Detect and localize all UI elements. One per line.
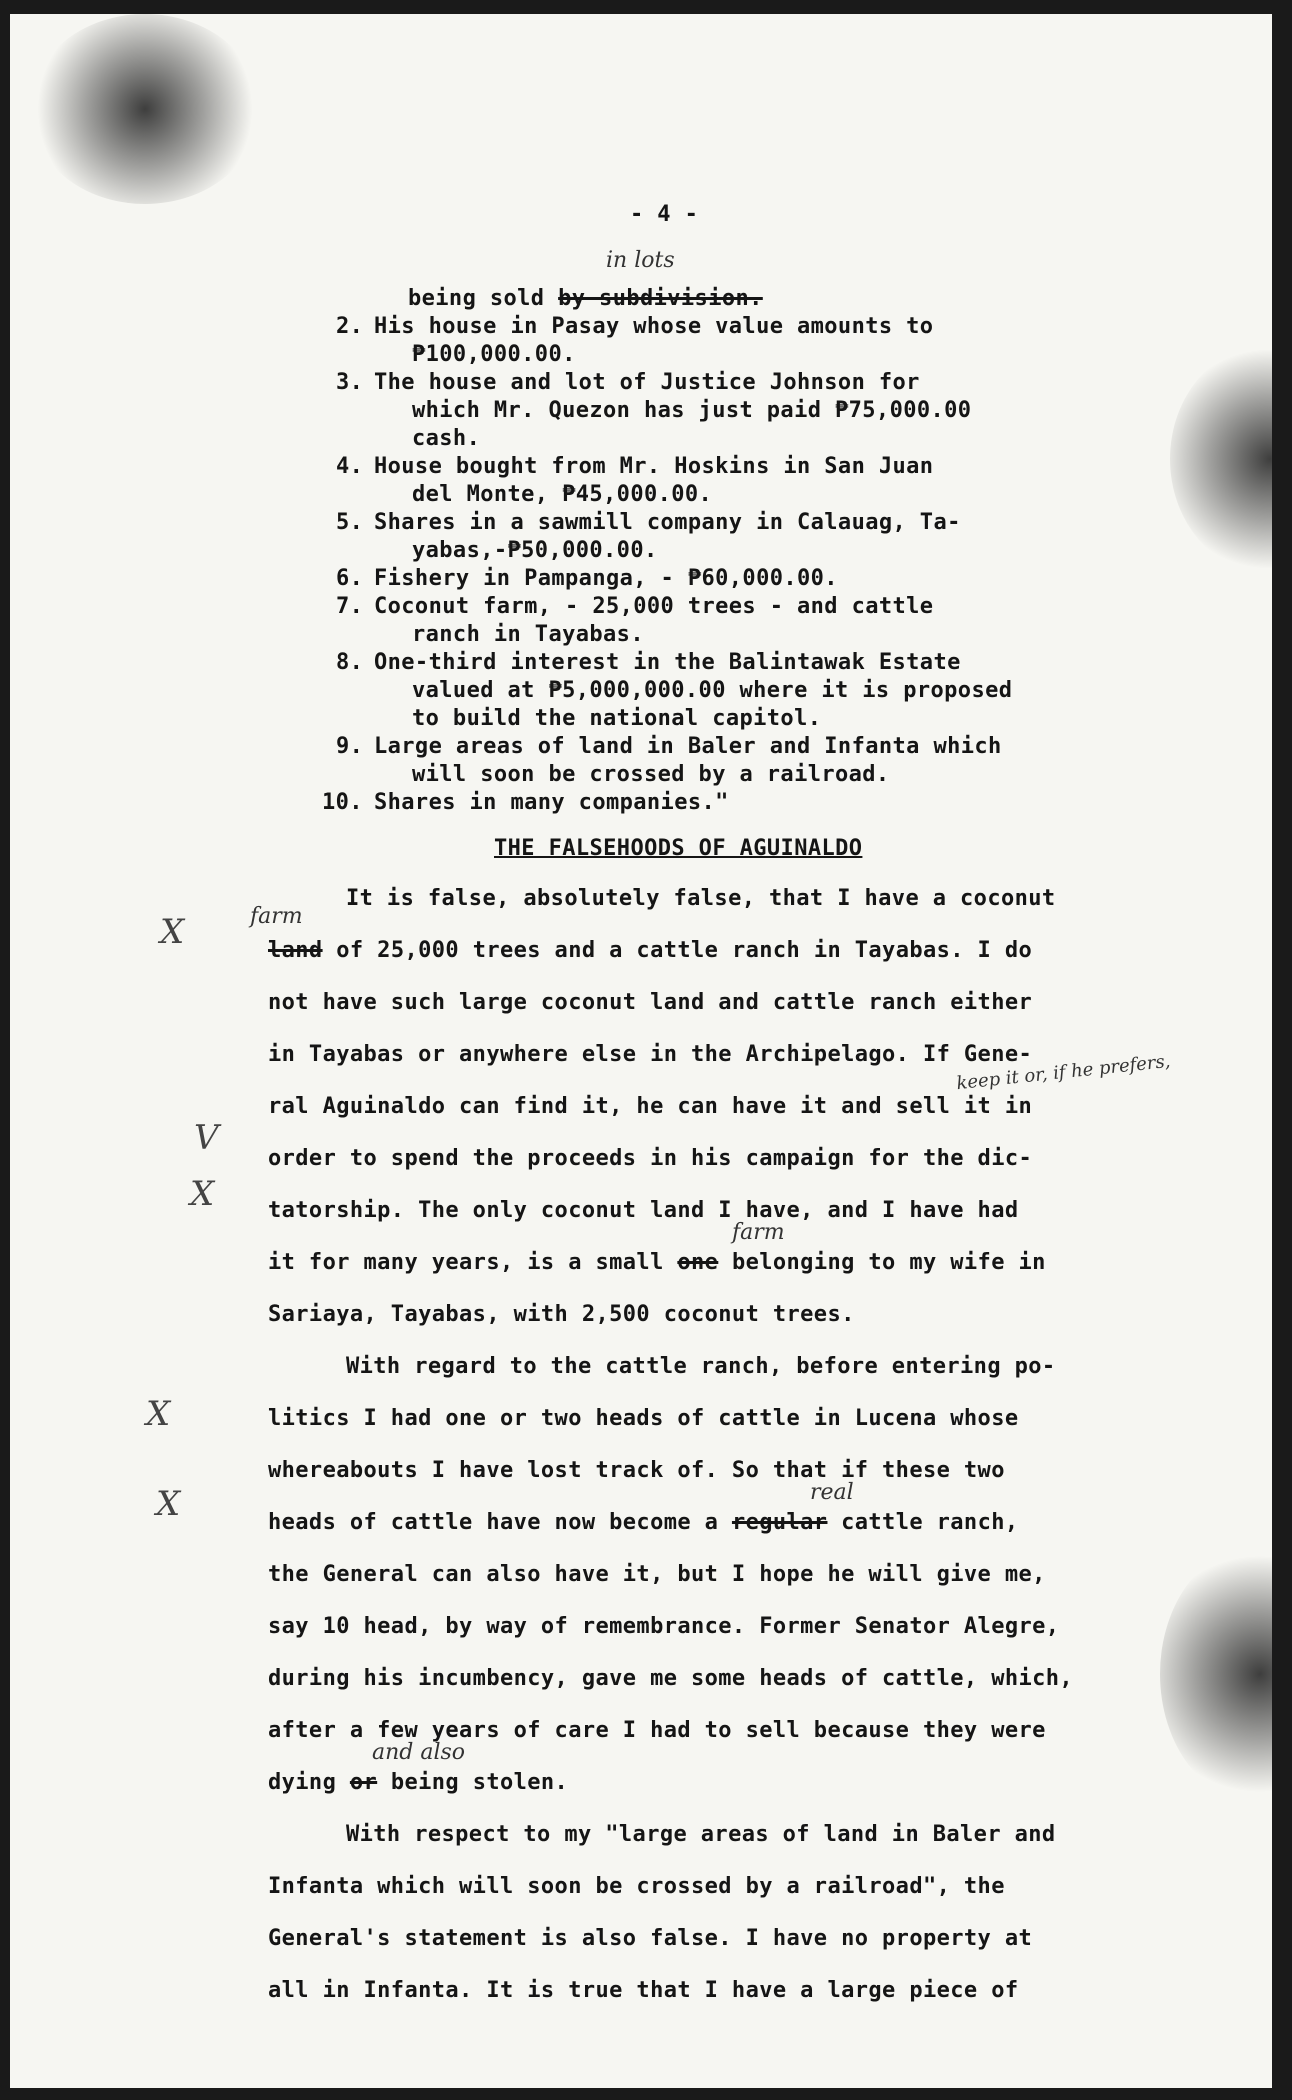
list-line: The house and lot of Justice Johnson for (374, 370, 920, 395)
body-line: litics I had one or two heads of cattle in Lucena whose (268, 1406, 1019, 1431)
list-line: House bought from Mr. Hoskins in San Juan (374, 454, 934, 479)
handwritten-note-real: real (810, 1480, 854, 1505)
list-line: Shares in a sawmill company in Calauag, Ta- (374, 510, 961, 535)
body-line: It is false, absolutely false, that I have a coconut (346, 886, 1056, 911)
body-line: the General can also have it, but I hope he will give me, (268, 1562, 1046, 1587)
scan-smudge-right-upper (1170, 344, 1272, 574)
list-line: yabas,-₱50,000.00. (412, 538, 658, 563)
list-number: 6. (336, 566, 364, 591)
margin-x-mark: X (156, 1484, 181, 1524)
scan-smudge-top-left (30, 14, 260, 204)
margin-x-mark: X (190, 1174, 215, 1214)
body-line: all in Infanta. It is true that I have a large piece of (268, 1978, 1019, 2003)
list-number: 5. (336, 510, 364, 535)
handwritten-note-in-lots: in lots (606, 248, 675, 273)
list-number: 9. (336, 734, 364, 759)
body-line: With respect to my "large areas of land in Baler and (346, 1822, 1056, 1847)
handwritten-note-keep-it: keep it or, if he prefers, (955, 1050, 1172, 1095)
list-line: His house in Pasay whose value amounts to (374, 314, 934, 339)
body-line: tatorship. The only coconut land I have, and I have had (268, 1198, 1019, 1223)
handwritten-note-farm: farm (250, 904, 303, 929)
list-line: Fishery in Pampanga, - ₱60,000.00. (374, 566, 838, 591)
document-page (10, 14, 1272, 2088)
handwritten-note-farm: farm (732, 1220, 785, 1245)
list-number: 2. (336, 314, 364, 339)
handwritten-note-and-also: and also (372, 1740, 466, 1765)
body-line: order to spend the proceeds in his campaign for the dic- (268, 1146, 1033, 1171)
body-line: not have such large coconut land and cattle ranch either (268, 990, 1033, 1015)
margin-check-mark: V (194, 1118, 219, 1158)
list-line: ranch in Tayabas. (412, 622, 644, 647)
margin-x-mark: X (146, 1394, 171, 1434)
list-line: which Mr. Quezon has just paid ₱75,000.00 (412, 398, 972, 423)
list-line: One-third interest in the Balintawak Estate (374, 650, 961, 675)
list-line: cash. (412, 426, 481, 451)
body-line: ral Aguinaldo can find it, he can have it and sell it in (268, 1094, 1033, 1119)
body-line: in Tayabas or anywhere else in the Archipelago. If Gene- (268, 1042, 1033, 1067)
list-number: 4. (336, 454, 364, 479)
body-line: after a few years of care I had to sell because they were (268, 1718, 1046, 1743)
list-number: 8. (336, 650, 364, 675)
page-number: - 4 - (630, 202, 699, 227)
list-line: valued at ₱5,000,000.00 where it is proposed (412, 678, 1013, 703)
body-line: General's statement is also false. I have no property at (268, 1926, 1033, 1951)
body-line: say 10 head, by way of remembrance. Former Senator Alegre, (268, 1614, 1060, 1639)
body-line: Infanta which will soon be crossed by a railroad", the (268, 1874, 1005, 1899)
body-line: With regard to the cattle ranch, before entering po- (346, 1354, 1056, 1379)
list-line: ₱100,000.00. (412, 342, 576, 367)
list-number: 7. (336, 594, 364, 619)
body-line: Sariaya, Tayabas, with 2,500 coconut trees. (268, 1302, 855, 1327)
section-title: THE FALSEHOODS OF AGUINALDO (494, 836, 863, 861)
body-line: dying or being stolen. (268, 1770, 569, 1795)
body-line: land of 25,000 trees and a cattle ranch in Tayabas. I do (268, 938, 1033, 963)
list-number: 10. (322, 790, 363, 815)
margin-x-mark: X (160, 912, 185, 952)
list-line: Shares in many companies." (374, 790, 729, 815)
list-line: will soon be crossed by a railroad. (412, 762, 890, 787)
list-line: Large areas of land in Baler and Infanta which (374, 734, 1002, 759)
list-number: 3. (336, 370, 364, 395)
body-line: it for many years, is a small one belonging to my wife in (268, 1250, 1046, 1275)
scan-smudge-right-lower (1160, 1544, 1272, 1804)
list-line: to build the national capitol. (412, 706, 822, 731)
body-line: heads of cattle have now become a regular cattle ranch, (268, 1510, 1019, 1535)
body-line: whereabouts I have lost track of. So that if these two (268, 1458, 1005, 1483)
list-line: del Monte, ₱45,000.00. (412, 482, 713, 507)
list-line: Coconut farm, - 25,000 trees - and cattle (374, 594, 934, 619)
list-line: being sold by subdivision. (408, 286, 763, 311)
body-line: during his incumbency, gave me some heads of cattle, which, (268, 1666, 1074, 1691)
